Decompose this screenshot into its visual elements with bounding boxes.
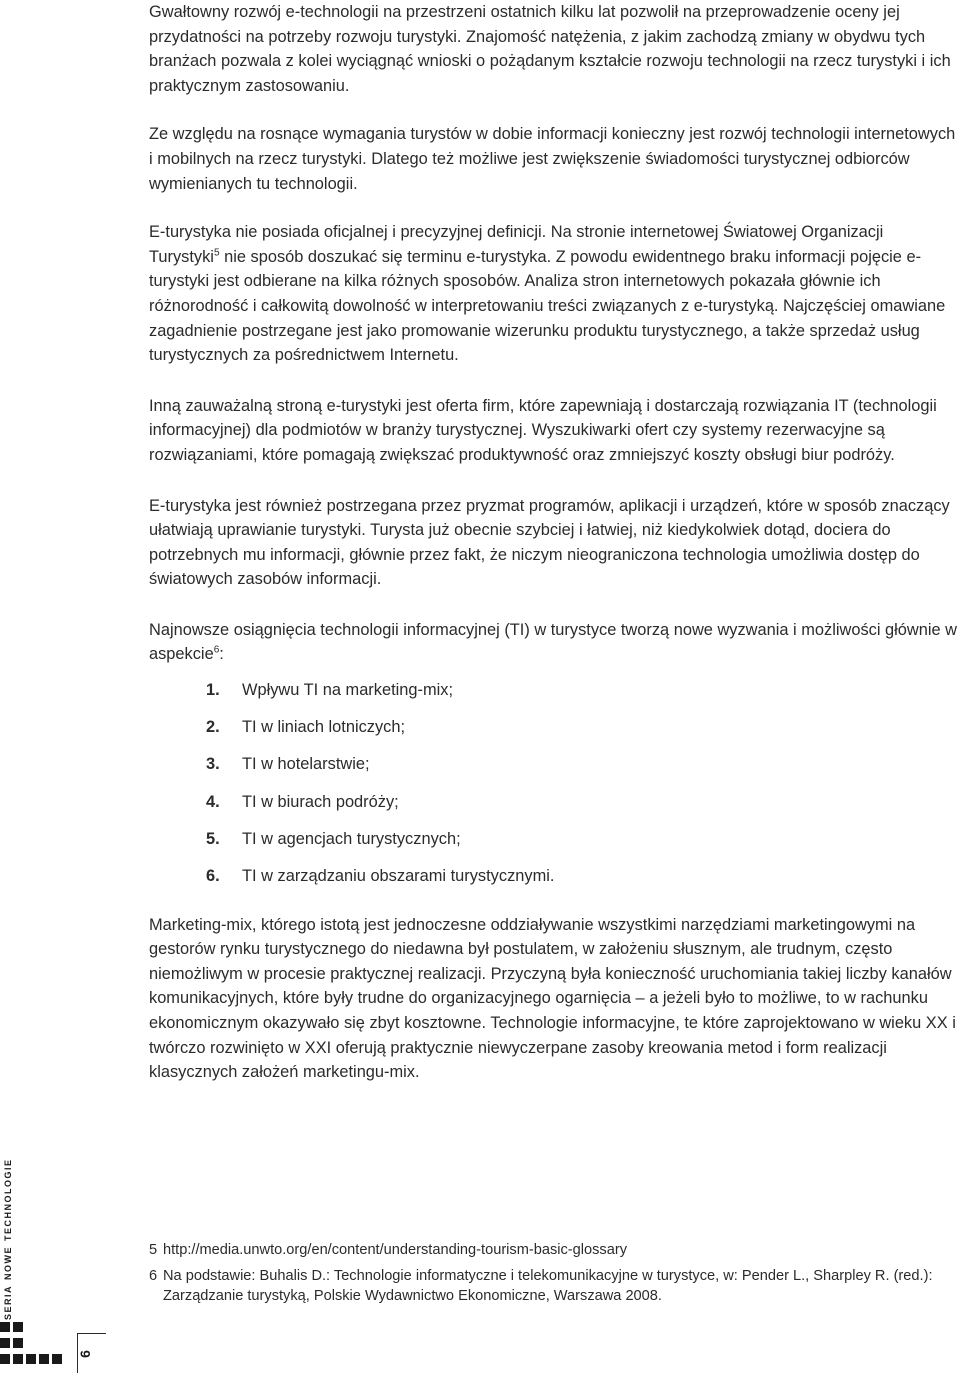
paragraph-6-text-a: Najnowsze osiągnięcia technologii informacyjnej (TI) w turystyce tworzą nowe wyzwania i możliwości głównie w aspekcie bbox=[149, 620, 958, 664]
series-title: seria nowe technologie bbox=[0, 1158, 14, 1320]
footnote-number: 5 bbox=[149, 1242, 158, 1258]
square-mark bbox=[0, 1338, 10, 1348]
list-item-text: TI w biurach podróży; bbox=[242, 792, 399, 811]
page-number: 6 bbox=[76, 1350, 93, 1358]
list-item-text: TI w hotelarstwie; bbox=[242, 755, 370, 774]
main-text bbox=[149, 0, 958, 1085]
aspects-list bbox=[206, 678, 958, 890]
footnote-number: 6 bbox=[149, 1268, 158, 1284]
paragraph-6 bbox=[149, 618, 958, 667]
list-item-text: TI w liniach lotniczych; bbox=[242, 718, 406, 737]
paragraph-3-text-a: E-turystyka nie posiada oficjalnej i precyzyjnej definicji. Na stronie internetowej Światowej Organizacji Turystyki bbox=[149, 223, 884, 266]
footnote-5 bbox=[149, 1240, 958, 1260]
list-item bbox=[206, 752, 958, 778]
paragraph-3-text-b: nie sposób doszukać się terminu e-turystyka. Z powodu ewidentnego braku informacji pojęcie e-turystyki jest odbierane na kilka różnych sposobów. Analiza stron internetowych pokazała głównie ich różnorodność i całkowitą dowolność w interpretowaniu treści związanych z e-turystyką. Najczęściej omawiane zagadnienie postrzegane jest jako promowanie wizerunku produktu turystycznego, a także sprzedaż usług turystycznych za pośrednictwem Internetu. bbox=[149, 247, 946, 365]
series-side-label bbox=[0, 1020, 14, 1320]
list-item bbox=[206, 715, 958, 741]
page-number-box bbox=[77, 1333, 106, 1373]
footnote-ref-5[interactable]: 5 bbox=[213, 247, 220, 259]
square-mark bbox=[13, 1354, 23, 1364]
paragraph-7: Marketing-mix, którego istotą jest jednoczesne oddziaływanie wszystkimi narzędziami marketingowymi na gestorów rynku turystycznego do niedawna był postulatem, w założeniu słusznym, ale trudnym, często niemożliwym w procesie praktycznej realizacji. Przyczyną była konieczność uruchomiania takiej liczby kanałów komunikacyjnych, które były trudne do organizacyjnego ogarnięcia – a jeżeli było to możliwe, to w rachunku ekonomicznym okazywało się zbyt kosztowne. Technologie informacyjne, te które zaprojektowano w wieku XX i twórczo rozwinięto w XXI oferują praktycznie niewyczerpane zasoby kreowania metod i form realizacji klasycznych założeń marketingu-mix. bbox=[149, 915, 956, 1082]
paragraph-1: Gwałtowny rozwój e-technologii na przestrzeni ostatnich kilku lat pozwolił na przeprowadzenie oceny jej przydatności na potrzeby rozwoju turystyki. Znajomość natężenia, z jakim zachodzą zmiany w obydwu tych branżach pozwala z kolei wyciągnąć wnioski o pożądanym kształcie rozwoju technologii na rzecz turystyki i ich praktycznym zastosowaniu. bbox=[149, 3, 951, 95]
paragraph-3 bbox=[149, 220, 958, 368]
square-mark bbox=[0, 1354, 10, 1364]
list-item-text: TI w zarządzaniu obszarami turystycznymi. bbox=[242, 867, 555, 885]
list-item-number: 4. bbox=[206, 792, 220, 811]
footnote-text[interactable]: http://media.unwto.org/en/content/understanding-tourism-basic-glossary bbox=[163, 1242, 627, 1258]
square-mark bbox=[26, 1354, 36, 1364]
list-item-number: 3. bbox=[206, 755, 220, 774]
list-item bbox=[206, 790, 958, 816]
footnote-6 bbox=[149, 1266, 958, 1306]
square-mark bbox=[13, 1338, 23, 1348]
list-item bbox=[206, 864, 958, 890]
list-item bbox=[206, 678, 958, 704]
list-item-number: 1. bbox=[206, 681, 220, 700]
square-mark bbox=[52, 1354, 62, 1364]
footnotes bbox=[149, 1240, 958, 1306]
paragraph-5: E-turystyka jest również postrzegana przez pryzmat programów, aplikacji i urządzeń, które w sposób znaczący ułatwiają uprawianie turystyki. Turysta już obecnie szybciej i łatwiej, niż kiedykolwiek dotąd, dociera do potrzebnych mu informacji, głównie przez fakt, że niczym nieograniczona technologia umożliwia dostęp do światowych zasobów informacji. bbox=[149, 496, 950, 589]
list-item-text: TI w agencjach turystycznych; bbox=[242, 829, 461, 848]
square-mark bbox=[0, 1322, 10, 1332]
list-item-number: 2. bbox=[206, 718, 220, 737]
paragraph-4: Inną zauważalną stroną e-turystyki jest oferta firm, które zapewniają i dostarczają rozwiązania IT (technologii informacyjnej) dla podmiotów w branży turystycznej. Wyszukiwarki ofert czy systemy rezerwacyjne są rozwiązaniami, które pomagają zwiększać produktywność oraz zmniejszyć koszty obsługi biur podróży. bbox=[149, 396, 937, 464]
footnote-ref-6[interactable]: 6 bbox=[213, 645, 220, 656]
square-mark bbox=[13, 1322, 23, 1332]
footnote-text: Na podstawie: Buhalis D.: Technologie informatyczne i telekomunikacyjne w turystyce, w: Pender L., Sharpley R. (red.): Zarządzanie turystyką, Polskie Wydawnictwo Ekonomiczne, Warszawa 2008. bbox=[163, 1268, 933, 1304]
square-mark bbox=[39, 1354, 49, 1364]
paragraph-2: Ze względu na rosnące wymagania turystów w dobie informacji konieczny jest rozwój technologii internetowych i mobilnych na rzecz turystyki. Dlatego też możliwe jest zwiększenie świadomości turystycznej odbiorców wymienianych tu technologii. bbox=[149, 125, 956, 193]
list-item-number: 5. bbox=[206, 829, 220, 848]
list-item-text: Wpływu TI na marketing-mix; bbox=[242, 681, 454, 700]
list-item-number: 6. bbox=[206, 867, 220, 885]
paragraph-6-text-b: : bbox=[219, 645, 224, 664]
list-item bbox=[206, 827, 958, 853]
